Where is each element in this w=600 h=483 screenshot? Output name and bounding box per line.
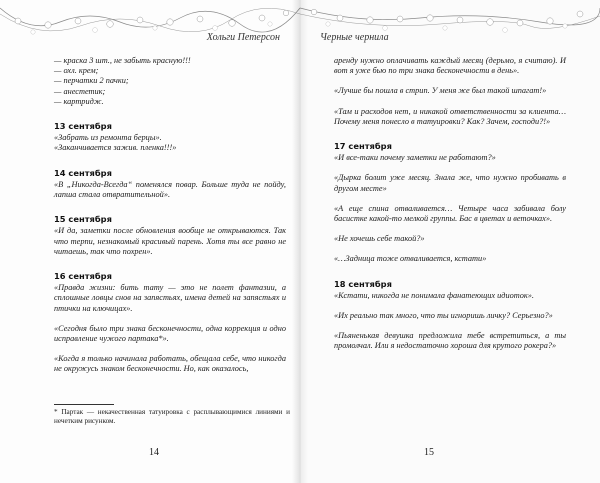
entry-paragraph: «Там и расходов нет, и никакой ответственности за клиента… Почему меня понесло в татуировки? Как? Зачем, господи?!» — [334, 106, 566, 126]
entry-paragraph: «И да, заметки после обновления вообще не открываются. Так что терпи, незнакомый красивый парень. Хотя ты все равно не читаешь, так что похрен». — [54, 226, 286, 256]
footnote: * Партак — некачественная татуировка с расплывающимися линиями и нечетким рисунком. — [54, 408, 290, 425]
list-item: — картридж. — [54, 96, 104, 106]
entry-paragraph: «И все-таки почему заметки не работают?» — [334, 153, 496, 163]
entry-paragraph: «Когда я только начинала работать, обещала себе, что никогда не окружусь знаком бесконечности. Но, как оказалось, — [54, 354, 286, 374]
entry-paragraph: аренду нужно оплачивать каждый месяц (дерьмо, я считаю). И вот я уже бью по три знака бесконечности в день». — [334, 56, 566, 76]
running-head-right: Черные чернила — [320, 32, 389, 43]
entry-paragraph: «Кстати, никогда не понимала фанатеющих идиоток». — [334, 290, 535, 300]
entry-paragraph: «А еще спина отваливается… Четыре часа забивала болу басистке какой-то мелкой группы. Бас в цветах и веточках». — [334, 203, 566, 224]
left-page-content — [54, 56, 286, 375]
list-item: — краска 3 шт., не забыть красную!!! — [54, 56, 191, 65]
entry-paragraph: «Забрать из ремонта берцы». — [54, 133, 162, 143]
running-head-left: Хольги Петерсон — [206, 32, 280, 43]
page-number-left: 14 — [149, 447, 159, 458]
entry-paragraph: «Дырка болит уже месяц. Знала же, что нужно пробивать в другом месте» — [334, 173, 566, 193]
book-gutter — [292, 0, 308, 483]
entry-paragraph: «Сегодня было три знака бесконечности, одна коррекция и одно исправление чужого партака*». — [54, 323, 286, 344]
page-number-right: 15 — [424, 447, 434, 458]
entry-date: 16 сентября — [54, 271, 112, 282]
entry-paragraph: «Не хочешь себе такой?» — [334, 234, 425, 244]
entry-paragraph: «Заканчивается зажив. пленка!!!» — [54, 143, 177, 153]
right-page-content — [334, 56, 566, 352]
list-item: — охл. крем; — [54, 66, 99, 76]
right-page — [300, 0, 600, 483]
entry-paragraph: «…Задница тоже отваливается, кстати» — [334, 254, 487, 264]
entry-paragraph: «Лучше бы пошла в стрип. У меня же был такой шпагат!» — [334, 86, 547, 96]
entry-date: 15 сентября — [54, 214, 112, 225]
entry-date: 13 сентября — [54, 121, 112, 132]
list-item: — перчатки 2 пачки; — [54, 76, 129, 86]
entry-paragraph: «Пьяненькая девушка предложила тебе встретиться, а ты промолчал. Или я недостаточно хороша для крутого рокера?» — [334, 331, 566, 351]
footnote-rule — [54, 404, 114, 405]
list-item: — анестетик; — [54, 86, 106, 96]
entry-date: 17 сентября — [334, 141, 392, 152]
entry-paragraph: «Их реально так много, что ты игноришь личку? Серьезно?» — [334, 311, 553, 321]
entry-paragraph: «В „Никогда-Всегда“ поменялся повар. Больше туда не пойду, лапша стала отвратительной». — [54, 179, 286, 200]
entry-date: 18 сентября — [334, 278, 392, 289]
entry-date: 14 сентября — [54, 167, 112, 178]
entry-paragraph: «Правда жизни: бить тату — это не полет фантазии, а сплошные ловцы снов на запястьях, имена детей на запястьях и птички на ключицах». — [54, 283, 286, 313]
